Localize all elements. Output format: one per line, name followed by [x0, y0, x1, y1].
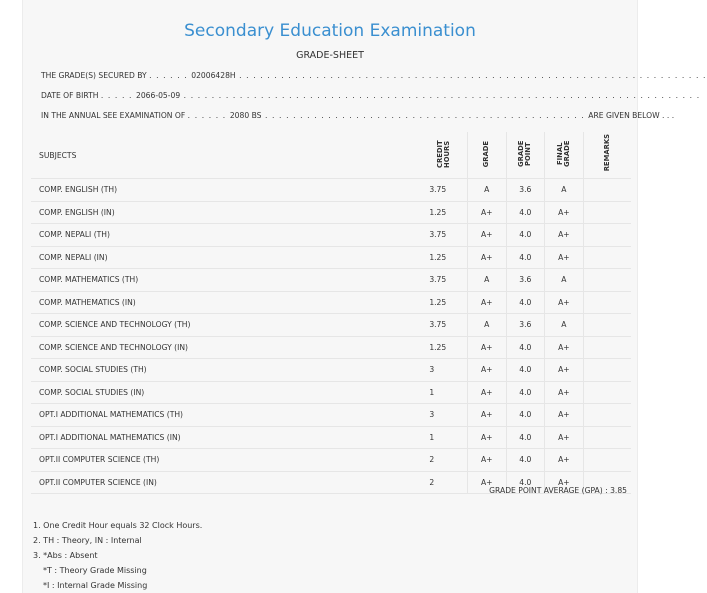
subject-cell: COMP. SOCIAL STUDIES (TH)	[31, 359, 421, 382]
final-grade-cell: A+	[545, 201, 584, 224]
final-grade-cell: A+	[545, 336, 584, 359]
final-grade-cell: A	[545, 269, 584, 292]
credit-hours-cell: 1	[421, 426, 467, 449]
dob-label: DATE OF BIRTH	[41, 91, 99, 100]
table-row	[31, 426, 631, 449]
remarks-cell	[583, 426, 631, 449]
credit-hours-cell: 3.75	[421, 314, 467, 337]
subject-cell: OPT.II COMPUTER SCIENCE (TH)	[31, 449, 421, 472]
grade-cell: A+	[467, 426, 506, 449]
exam-suffix: ARE GIVEN BELOW . . .	[588, 111, 675, 120]
grade-cell: A+	[467, 291, 506, 314]
grade-point-cell: 3.6	[506, 314, 545, 337]
grade-point-cell: 4.0	[506, 224, 545, 247]
remarks-cell	[583, 314, 631, 337]
grade-point-cell: 4.0	[506, 336, 545, 359]
grade-cell: A	[467, 179, 506, 202]
remarks-cell	[583, 201, 631, 224]
grade-point-cell: 4.0	[506, 359, 545, 382]
remarks-header: REMARKS	[602, 134, 611, 172]
credit-hours-cell: 3.75	[421, 224, 467, 247]
credit-hours-cell: 1.25	[421, 336, 467, 359]
grade-cell: A	[467, 269, 506, 292]
remarks-cell	[583, 381, 631, 404]
grades-table	[31, 132, 631, 494]
subjects-header: SUBJECTS	[39, 150, 77, 160]
grade-sheet-subtitle: GRADE-SHEET	[296, 50, 364, 61]
credit-hours-cell: 1.25	[421, 291, 467, 314]
grade-cell: A+	[467, 246, 506, 269]
table-row	[31, 224, 631, 247]
credit-hours-cell: 1.25	[421, 246, 467, 269]
subject-cell: COMP. ENGLISH (TH)	[31, 179, 421, 202]
remarks-cell	[583, 404, 631, 427]
note-item: *I : Internal Grade Missing	[43, 581, 148, 590]
final-grade-header: FINAL GRADE	[555, 140, 571, 168]
grade-header: GRADE	[482, 140, 491, 168]
table-row	[31, 246, 631, 269]
grade-point-cell: 4.0	[506, 381, 545, 404]
page-title: Secondary Education Examination	[184, 21, 476, 41]
final-grade-cell: A+	[545, 291, 584, 314]
subject-cell: COMP. MATHEMATICS (IN)	[31, 291, 421, 314]
table-row	[31, 314, 631, 337]
grade-point-cell: 4.0	[506, 426, 545, 449]
grade-cell: A	[467, 314, 506, 337]
note-item: 1. One Credit Hour equals 32 Clock Hours.	[33, 521, 203, 530]
grade-point-cell: 4.0	[506, 471, 545, 494]
final-grade-cell: A+	[545, 381, 584, 404]
table-row	[31, 201, 631, 224]
remarks-cell	[583, 179, 631, 202]
grade-sheet-card	[22, 0, 707, 593]
credit-hours-cell: 2	[421, 449, 467, 472]
remarks-cell	[583, 359, 631, 382]
final-grade-cell: A+	[545, 471, 584, 494]
grade-point-cell: 4.0	[506, 404, 545, 427]
grade-point-cell: 4.0	[506, 201, 545, 224]
table-row	[31, 291, 631, 314]
grade-cell: A+	[467, 201, 506, 224]
subject-cell: OPT.II COMPUTER SCIENCE (IN)	[31, 471, 421, 494]
grade-cell: A+	[467, 381, 506, 404]
grade-cell: A+	[467, 471, 506, 494]
dob-line: DATE OF BIRTH . . . . . 2066-05-09 . . . . . . . . . . . . . . . . . . . . . . . . . . . . . . . . . . . . . . . . . . . . . . . . . . . . . . . . . . . . . . . . . . . . . . . . . .	[41, 91, 701, 100]
remarks-cell	[583, 291, 631, 314]
final-grade-cell: A+	[545, 449, 584, 472]
notes-list	[33, 518, 202, 593]
dob-value: 2066-05-09	[136, 91, 181, 100]
exam-label: IN THE ANNUAL SEE EXAMINATION OF	[41, 111, 186, 120]
remarks-cell	[583, 449, 631, 472]
remarks-cell	[583, 269, 631, 292]
symbol-number: 02006428H	[191, 71, 236, 80]
table-row	[31, 449, 631, 472]
final-grade-cell: A	[545, 314, 584, 337]
final-grade-cell: A+	[545, 426, 584, 449]
grade-point-cell: 3.6	[506, 179, 545, 202]
subject-cell: COMP. SOCIAL STUDIES (IN)	[31, 381, 421, 404]
grade-cell: A+	[467, 336, 506, 359]
note-item: 2. TH : Theory, IN : Internal	[33, 536, 142, 545]
credit-hours-header: CREDIT HOURS	[436, 140, 452, 168]
grade-cell: A+	[467, 404, 506, 427]
subject-cell: OPT.I ADDITIONAL MATHEMATICS (TH)	[31, 404, 421, 427]
credit-hours-cell: 2	[421, 471, 467, 494]
exam-line: IN THE ANNUAL SEE EXAMINATION OF . . . . . . 2080 BS . . . . . . . . . . . . . . . . . . . . . . . . . . . . . . . . . . . . . . . . . . . . . . ARE GIVEN BELOW . . .	[41, 111, 675, 120]
table-row	[31, 381, 631, 404]
grade-point-cell: 3.6	[506, 269, 545, 292]
grade-secured-line: THE GRADE(S) SECURED BY . . . . . . 02006428H . . . . . . . . . . . . . . . . . . . . . . . . . . . . . . . . . . . . . . . . . . . . . . . . . . . . . . . . . . . . . . . . . . .	[41, 71, 707, 80]
final-grade-cell: A+	[545, 224, 584, 247]
grade-point-header: GRADE POINT	[517, 140, 533, 168]
credit-hours-cell: 3.75	[421, 269, 467, 292]
table-row	[31, 336, 631, 359]
note-item: *T : Theory Grade Missing	[43, 566, 147, 575]
subject-cell: OPT.I ADDITIONAL MATHEMATICS (IN)	[31, 426, 421, 449]
final-grade-cell: A	[545, 179, 584, 202]
grade-point-cell: 4.0	[506, 246, 545, 269]
grade-cell: A+	[467, 359, 506, 382]
grade-cell: A+	[467, 449, 506, 472]
subject-cell: COMP. ENGLISH (IN)	[31, 201, 421, 224]
gpa-summary: GRADE POINT AVERAGE (GPA) : 3.85	[489, 486, 627, 495]
table-header-row	[31, 132, 631, 179]
credit-hours-cell: 3	[421, 359, 467, 382]
subject-cell: COMP. NEPALI (IN)	[31, 246, 421, 269]
final-grade-cell: A+	[545, 404, 584, 427]
subject-cell: COMP. SCIENCE AND TECHNOLOGY (TH)	[31, 314, 421, 337]
grade-cell: A+	[467, 224, 506, 247]
table-row	[31, 404, 631, 427]
credit-hours-cell: 3.75	[421, 179, 467, 202]
exam-year: 2080 BS	[229, 111, 262, 120]
final-grade-cell: A+	[545, 359, 584, 382]
table-row	[31, 179, 631, 202]
remarks-cell	[583, 336, 631, 359]
grade-point-cell: 4.0	[506, 291, 545, 314]
subject-cell: COMP. NEPALI (TH)	[31, 224, 421, 247]
note-item: 3. *Abs : Absent	[33, 551, 98, 560]
table-row	[31, 359, 631, 382]
subject-cell: COMP. MATHEMATICS (TH)	[31, 269, 421, 292]
remarks-cell	[583, 224, 631, 247]
grade-secured-label: THE GRADE(S) SECURED BY	[41, 71, 147, 80]
remarks-cell	[583, 246, 631, 269]
credit-hours-cell: 1.25	[421, 201, 467, 224]
table-row	[31, 269, 631, 292]
subject-cell: COMP. SCIENCE AND TECHNOLOGY (IN)	[31, 336, 421, 359]
final-grade-cell: A+	[545, 246, 584, 269]
credit-hours-cell: 3	[421, 404, 467, 427]
grade-point-cell: 4.0	[506, 449, 545, 472]
credit-hours-cell: 1	[421, 381, 467, 404]
